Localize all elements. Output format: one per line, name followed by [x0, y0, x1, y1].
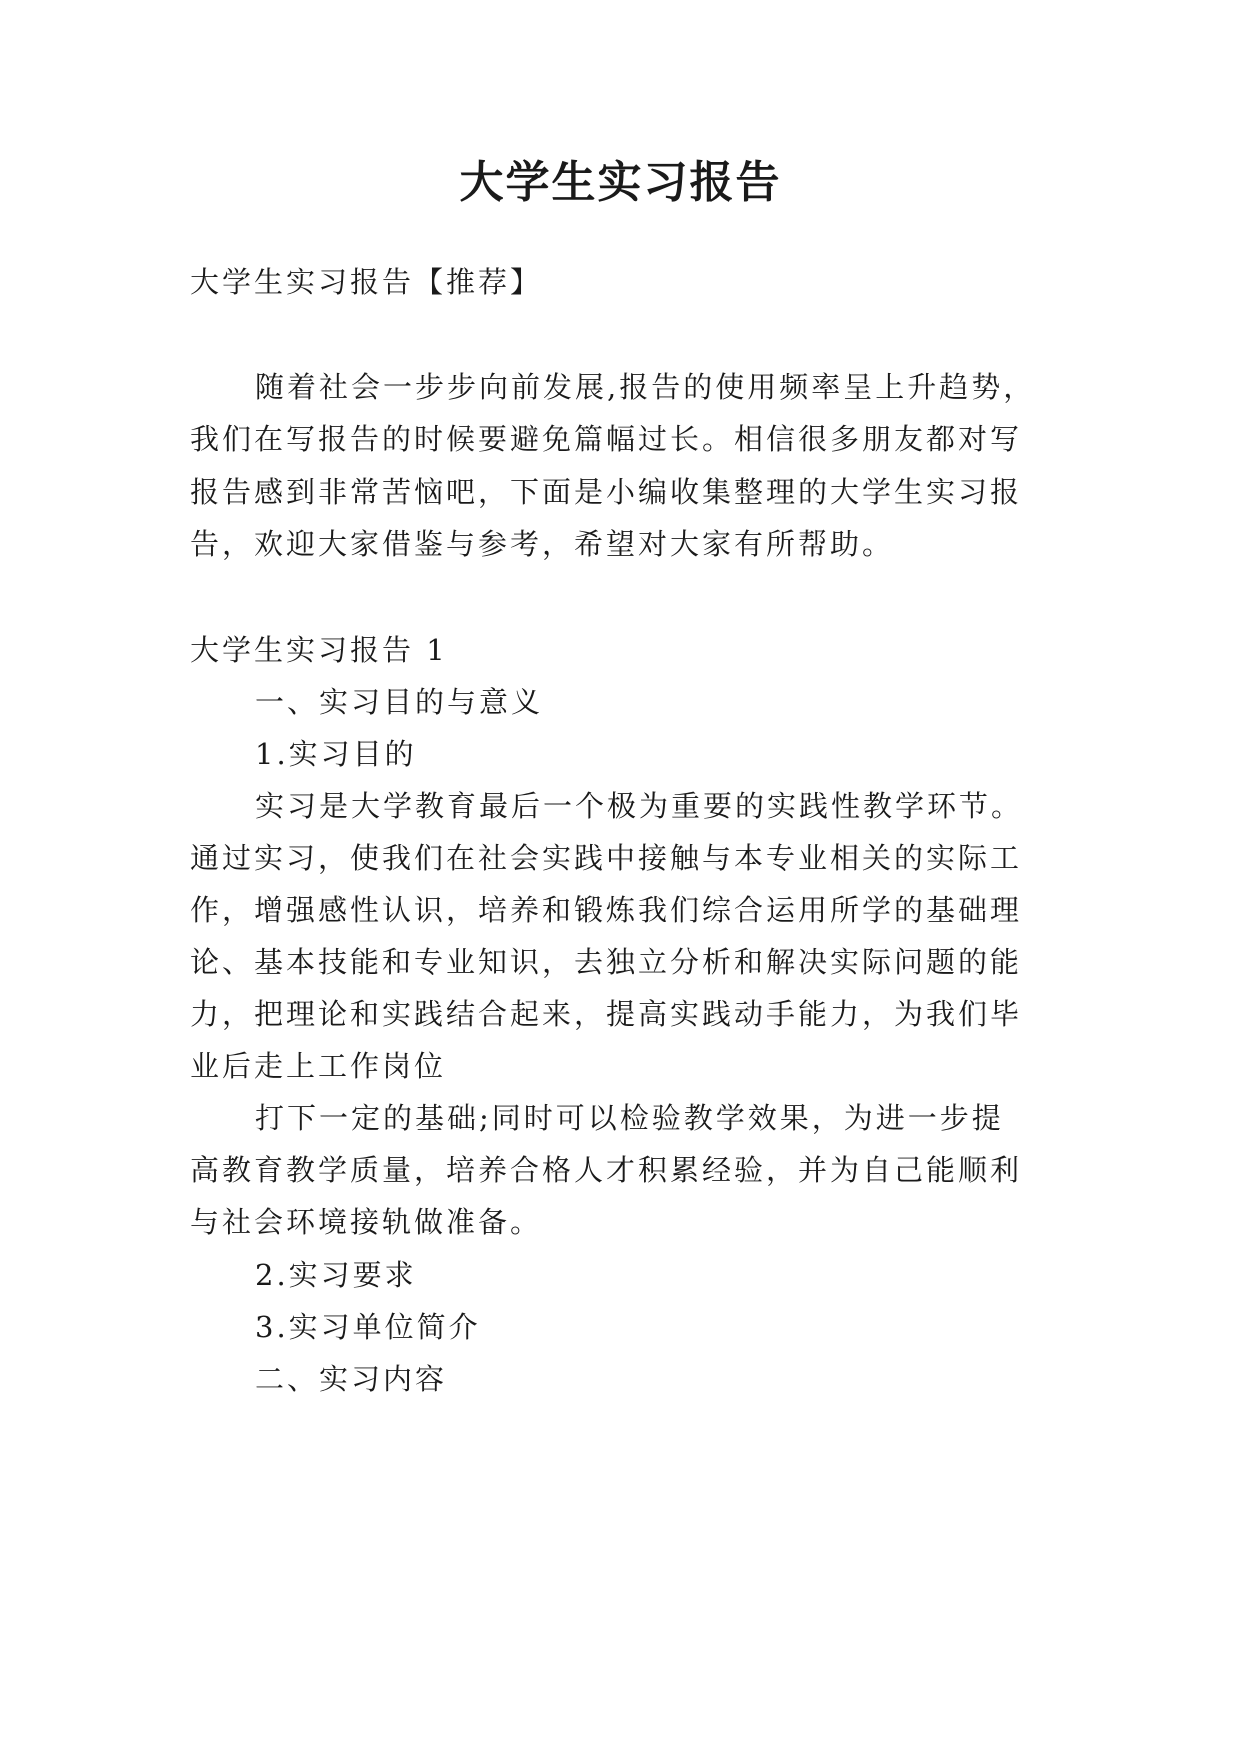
- intro-line: 随着社会一步步向前发展,报告的使用频率呈上升趋势，: [255, 370, 1036, 404]
- paragraph-line: 力，把理论和实践结合起来，提高实践动手能力，为我们毕: [190, 997, 1023, 1031]
- paragraph-line: 与社会环境接轨做准备。: [190, 1205, 543, 1239]
- subheading-goal: 1.实习目的: [255, 737, 417, 771]
- subheading-requirements: 2.实习要求: [255, 1258, 417, 1292]
- paragraph-line: 高教育教学质量，培养合格人才积累经验，并为自己能顺利: [190, 1153, 1023, 1187]
- paragraph-line: 业后走上工作岗位: [190, 1049, 447, 1083]
- heading-content: 二、实习内容: [255, 1362, 448, 1396]
- heading-purpose: 一、实习目的与意义: [255, 685, 544, 719]
- intro-line: 报告感到非常苦恼吧，下面是小编收集整理的大学生实习报: [190, 475, 1023, 509]
- intro-line: 告，欢迎大家借鉴与参考，希望对大家有所帮助。: [190, 527, 895, 561]
- paragraph-line: 打下一定的基础;同时可以检验教学效果，为进一步提: [255, 1101, 1004, 1135]
- section-title: 大学生实习报告 1: [190, 633, 448, 667]
- paragraph-line: 论、基本技能和专业知识，去独立分析和解决实际问题的能: [190, 945, 1023, 979]
- paragraph-line: 作，增强感性认识，培养和锻炼我们综合运用所学的基础理: [190, 893, 1023, 927]
- paragraph-line: 实习是大学教育最后一个极为重要的实践性教学环节。: [255, 789, 1024, 823]
- subheading-unit-intro: 3.实习单位简介: [255, 1310, 481, 1344]
- paragraph-line: 通过实习，使我们在社会实践中接触与本专业相关的实际工: [190, 841, 1023, 875]
- document-subtitle: 大学生实习报告【推荐】: [190, 265, 543, 299]
- document-title: 大学生实习报告: [459, 157, 782, 208]
- intro-line: 我们在写报告的时候要避免篇幅过长。相信很多朋友都对写: [190, 422, 1023, 456]
